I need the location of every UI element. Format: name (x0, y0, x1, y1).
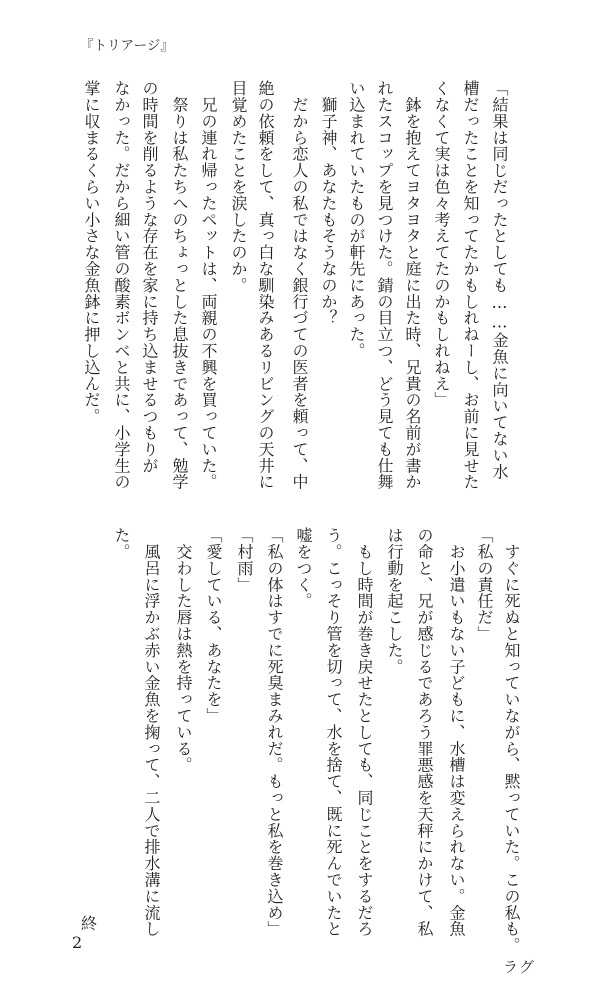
text-column: 「愛している、あなたを」 (204, 527, 223, 724)
text-column: 槽だったことを知ってたかもしれねーし、お前に見せた (461, 80, 480, 490)
text-column: 「結果は同じだったとしても……金魚に向いてない水 (490, 80, 509, 480)
text-column: くなくて実は色々考えてたのかもしれねえ」 (432, 80, 451, 408)
text-column: の時間を削るような存在を家に持ち込ませるつもりが (140, 80, 159, 474)
text-column: は行動を起こした。 (385, 527, 404, 675)
text-column: 「私の体はすでに死臭まみれだ。もっと私を巻き込め」 (265, 527, 284, 937)
text-column: の命と、兄が感じるであろう罪悪感を天秤にかけて、私 (415, 527, 434, 937)
text-column: 絶の依頼をして、真っ白な馴染みあるリビングの天井に (256, 80, 275, 490)
text-column: 獅子神、あなたもそうなのか？ (319, 80, 338, 326)
text-column: だから恋人の私ではなく銀行づての医者を頼って、中 (290, 80, 309, 490)
text-column: お小遣いもない子どもに、水槽は変えられない。金魚 (447, 527, 466, 937)
text-column: 鉢を抱えてヨタヨタと庭に出た時、兄貴の名前が書か (403, 80, 422, 490)
text-column: 兄の連れ帰ったペットは、両親の不興を買っていた。 (199, 80, 218, 490)
end-mark: 終 (81, 914, 98, 933)
text-column: 嘘をつく。 (294, 527, 313, 609)
text-column: た。 (112, 527, 131, 560)
text-column: れたスコップを見つけた。錆の目立つ、どう見ても仕舞 (375, 80, 394, 490)
story-title: 『トリアージ』 (80, 38, 174, 54)
text-column: 目覚めたことを涙したのか。 (229, 80, 248, 294)
text-column: 祭りは私たちへのちょっとした息抜きであって、勉学 (170, 80, 189, 490)
author-name: ラグ (503, 958, 536, 976)
text-column: 風呂に浮かぶ赤い金魚を掬って、二人で排水溝に流し (142, 527, 161, 937)
text-column: すぐに死ぬと知っていながら、黙っていた。この私も。 (502, 527, 521, 954)
text-column: 「私の責任だ」 (475, 527, 494, 642)
text-column: 「村雨」 (235, 527, 254, 593)
text-column: 掌に収まるくらい小さな金魚鉢に押し込んだ。 (82, 80, 101, 425)
text-column: もし時間が巻き戻せたとしても、同じことをするだろ (355, 527, 374, 937)
text-column: う。こっそり管を切って、水を捨て、既に死んでいたと (324, 527, 343, 937)
text-column: い込まれていたものが軒先にあった。 (347, 80, 366, 359)
page-number: 2 (72, 933, 83, 952)
text-column: なかった。だから細い管の酸素ボンベと共に、小学生の (112, 80, 131, 490)
text-column: 交わした唇は熱を持っている。 (174, 527, 193, 773)
